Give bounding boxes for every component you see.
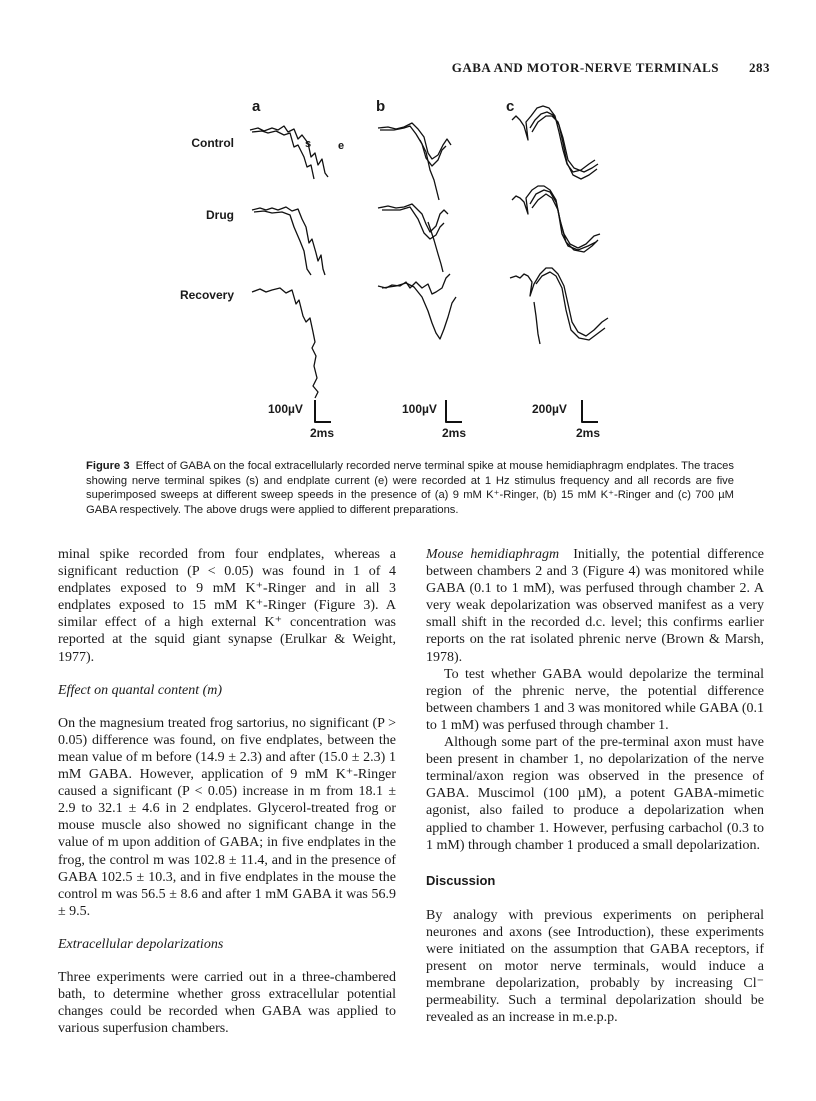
section-heading-quantal-content: Effect on quantal content (m) xyxy=(58,682,223,698)
trace-c-recovery xyxy=(510,268,608,336)
page-number: 283 xyxy=(749,60,770,75)
running-head xyxy=(430,60,770,76)
right-paragraph-2: To test whether GABA would depolarize the terminal region of the phrenic nerve, the potential difference between chambers 1 and 3 was monitored while GABA (0.1 to 1 mM) was perfused through chamber 1. xyxy=(426,666,764,733)
scale-bar-c xyxy=(582,400,598,422)
row-label-control: Control xyxy=(191,136,234,150)
scale-bar-a xyxy=(315,400,331,422)
trace-b-recovery xyxy=(378,274,450,294)
figure-3 xyxy=(160,92,720,442)
scale-time-a: 2ms xyxy=(310,426,335,440)
left-column xyxy=(58,546,396,1037)
scale-voltage-a: 100µV xyxy=(268,402,303,416)
trace-b-recovery-2 xyxy=(382,283,456,339)
trace-b-drug-3 xyxy=(428,222,443,272)
scale-bar-b xyxy=(446,400,462,422)
trace-a-recovery xyxy=(252,288,318,398)
right-paragraph-1 xyxy=(426,546,764,666)
figure-caption xyxy=(86,459,734,517)
right-column xyxy=(426,546,764,1026)
row-label-drug: Drug xyxy=(206,208,234,222)
left-paragraph-2: On the magnesium treated frog sartorius, no significant (P > 0.05) difference was found, on five endplates, between the mean value of m before (14.9 ± 2.3) and after (15.0 ± 2.3) 1 mM GABA. However, application of 9 mM K⁺-Ringer caused a significant (P < 0.05) increase in m from 18.1 ± 2.9 to 32.1 ± 4.6 in 2 endplates. Glycerol-treated frog or mouse muscle also showed no significant change in the value of m upon addition of GABA; in five endplates in the frog, the control m was 102.8 ± 11.4, and in the presence of GABA 102.5 ± 10.3, and in five endplates in the mouse the control m was 56.5 ± 8.6 and after 1 mM GABA it was 56.9 ± 9.5. xyxy=(58,715,396,919)
trace-label-s: s xyxy=(305,138,312,150)
trace-c-drug xyxy=(512,186,600,248)
right-paragraph-3: Although some part of the pre-terminal axon must have been present in chamber 1, no depolarization of the nerve terminal/axon region was observed in the presence of GABA. Muscimol (100 µM), a potent GABA-mimetic agonist, also failed to produce a depolarization when applied to chamber 1. However, perfusing carbachol (0.3 to 1 mM) through chamber 1 produced a small depolarization. xyxy=(426,735,764,853)
trace-label-e: e xyxy=(338,140,345,152)
trace-c-drug-3 xyxy=(532,194,596,250)
left-paragraph-3: Three experiments were carried out in a three-chambered bath, to determine whether gross extracellular potential changes could be recorded when GABA was applied to various superfusion chambers. xyxy=(58,969,396,1037)
section-heading-extracellular: Extracellular depolarizations xyxy=(58,936,224,952)
trace-c-control-2 xyxy=(530,112,597,179)
right-paragraph-4: By analogy with previous experiments on peripheral neurones and axons (see Introduction), these experiments were initiated on the assumption that GABA receptors, if present on motor nerve terminals, would induce a membrane depolarization, probably by increasing Cl⁻ permeability. Such a terminal depolarization should be revealed as an increase in m.e.p.p. xyxy=(426,907,764,1026)
scale-time-b: 2ms xyxy=(442,426,467,440)
right-paragraph-1-text: Initially, the potential difference between chambers 2 and 3 (Figure 4) was monitored while GABA (0.1 to 1 mM), was perfused through chamber 2. A very weak depolarization was observed manifest as a very small shift in the recorded d.c. level; this confirms earlier reports on the rat isolated phrenic nerve (Brown & Marsh, 1978). xyxy=(426,547,764,665)
trace-b-control-2 xyxy=(380,126,446,166)
panel-label-b: b xyxy=(376,98,386,115)
trace-b-drug xyxy=(378,204,448,232)
scale-voltage-c: 200µV xyxy=(532,402,567,416)
running-title: GABA AND MOTOR-NERVE TERMINALS xyxy=(451,60,719,75)
trace-a-drug xyxy=(252,207,325,275)
trace-b-drug-2 xyxy=(382,207,444,239)
left-paragraph-1: minal spike recorded from four endplates, whereas a significant reduction (P < 0.05) was found in 1 of 4 endplates exposed to 9 mM K⁺-Ringer and in all 3 endplates exposed to 15 mM K⁺-Ringer (Figure 3). A similar effect of a high external K⁺ concentration was reported at the squid giant synapse (Erulkar & Weight, 1977). xyxy=(58,547,396,665)
panel-label-a: a xyxy=(252,98,261,115)
figure-traces xyxy=(160,92,720,442)
section-heading-discussion: Discussion xyxy=(426,872,496,888)
trace-c-recovery-3 xyxy=(534,302,540,344)
trace-c-control-3 xyxy=(532,116,598,172)
caption-label: Figure 3 xyxy=(86,460,130,472)
scale-time-c: 2ms xyxy=(576,426,601,440)
scale-voltage-b: 100µV xyxy=(402,402,437,416)
row-label-recovery: Recovery xyxy=(179,288,234,302)
panel-label-c: c xyxy=(506,98,515,115)
caption-text: Effect of GABA on the focal extracellularly recorded nerve terminal spike at mouse hemidiaphragm endplates. The traces showing nerve terminal spikes (s) and endplate current (e) were recorded at 1 Hz stimulus frequency and all records are five superimposed sweeps at different sweep speeds in the presence of (a) 9 mM K⁺-Ringer, (b) 15 mM K⁺-Ringer and (c) 700 µM GABA respectively. The above drugs were applied to different preparations. xyxy=(86,460,735,516)
run-in-heading: Mouse hemidiaphragm xyxy=(426,547,560,562)
